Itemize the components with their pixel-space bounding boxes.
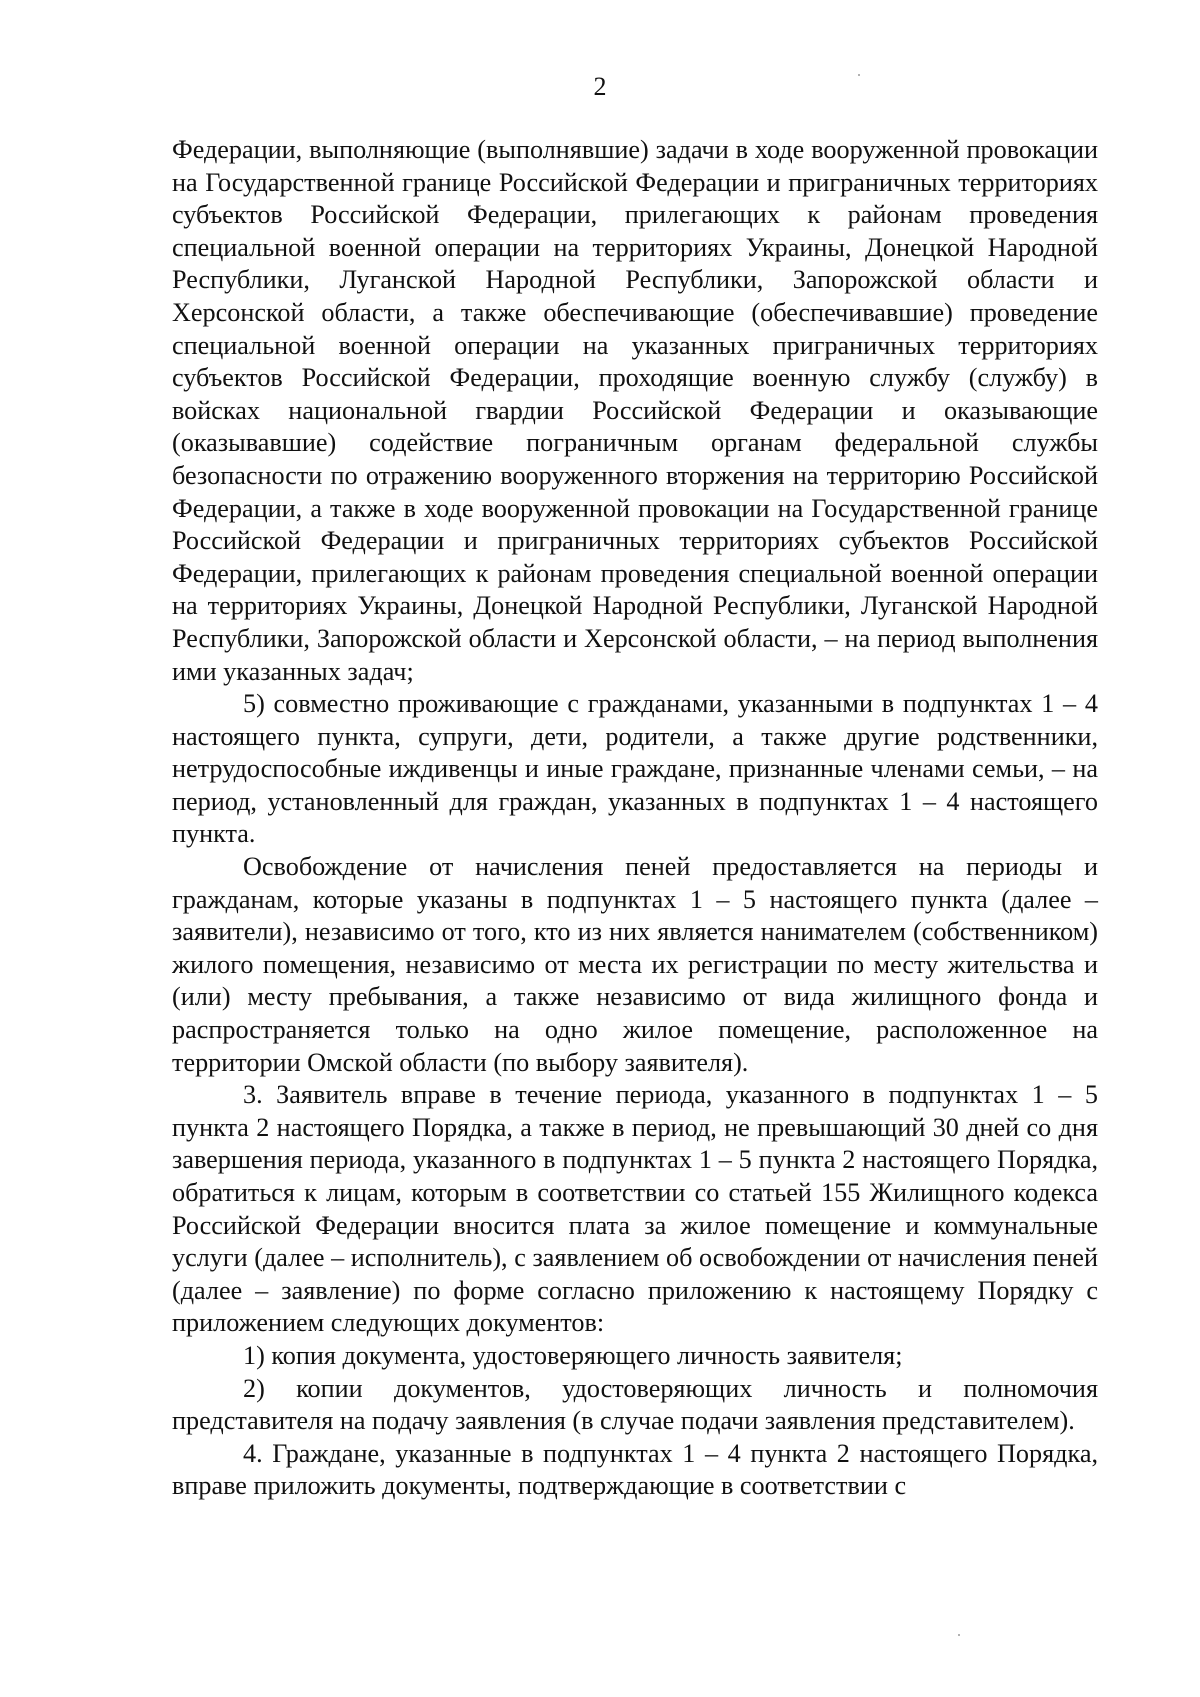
- paragraph-penalty-exemption: Освобождение от начисления пеней предоставляется на периоды и гражданам, которые указаны в подпунктах 1 – 5 настоящего пункта (далее – заявители), независимо от того, кто из них является нанимателем (собственником) жилого помещения, независимо от места их регистрации по месту жительства и (или) месту пребывания, а также независимо от вида жилищного фонда и распространяется только на одно жилое помещение, расположенное на территории Омской области (по выбору заявителя).: [172, 852, 1098, 1077]
- paragraph-subitem-5: 5) совместно проживающие с гражданами, указанными в подпунктах 1 – 4 настоящего пункта, супруги, дети, родители, а также другие родственники, нетрудоспособные иждивенцы и иные граждане, признанные членами семьи, – на период, установленный для граждан, указанных в подпунктах 1 – 4 настоящего пункта.: [172, 689, 1098, 849]
- paragraph-subitem-2: 2) копии документов, удостоверяющих личность и полномочия представителя на подачу заявления (в случае подачи заявления представителем).: [172, 1373, 1098, 1436]
- paragraph-continuation: Федерации, выполняющие (выполнявшие) задачи в ходе вооруженной провокации на Государственной границе Российской Федерации и приграничных территориях субъектов Российской Федерации, прилегающих к районам проведения специальной военной операции на территориях Украины, Донецкой Народной Республики, Луганской Народной Республики, Запорожской области и Херсонской области, а также обеспечивающие (обеспечивавшие) проведение специальной военной операции на указанных приграничных территориях субъектов Российской Федерации, проходящие военную службу (службу) в войсках национальной гвардии Российской Федерации и оказывающие (оказывавшие) содействие пограничным органам федеральной службы безопасности по отражению вооруженного вторжения на территорию Российской Федерации, а также в ходе вооруженной провокации на Государственной границе Российской Федерации и приграничных территориях субъектов Российской Федерации, прилегающих к районам проведения специальной военной операции на территориях Украины, Донецкой Народной Республики, Луганской Народной Республики, Запорожской области и Херсонской области, – на период выполнения ими указанных задач;: [172, 135, 1098, 686]
- document-body: [172, 134, 1098, 1503]
- scan-speck: [858, 74, 860, 76]
- paragraph-item-4: 4. Граждане, указанные в подпунктах 1 – 4 пункта 2 настоящего Порядка, вправе приложить документы, подтверждающие в соответствии с: [172, 1438, 1098, 1501]
- page-number: 2: [593, 72, 607, 101]
- paragraph-subitem-1: 1) копия документа, удостоверяющего личность заявителя;: [243, 1340, 903, 1370]
- scan-speck: [958, 1634, 960, 1636]
- paragraph-item-3: 3. Заявитель вправе в течение периода, указанного в подпунктах 1 – 5 пункта 2 настоящего Порядка, а также в период, не превышающий 30 дней со дня завершения периода, указанного в подпунктах 1 – 5 пункта 2 настоящего Порядка, обратиться к лицам, которым в соответствии со статьей 155 Жилищного кодекса Российской Федерации вносится плата за жилое помещение и коммунальные услуги (далее – исполнитель), с заявлением об освобождении от начисления пеней (далее – заявление) по форме согласно приложению к настоящему Порядку с приложением следующих документов:: [172, 1080, 1098, 1338]
